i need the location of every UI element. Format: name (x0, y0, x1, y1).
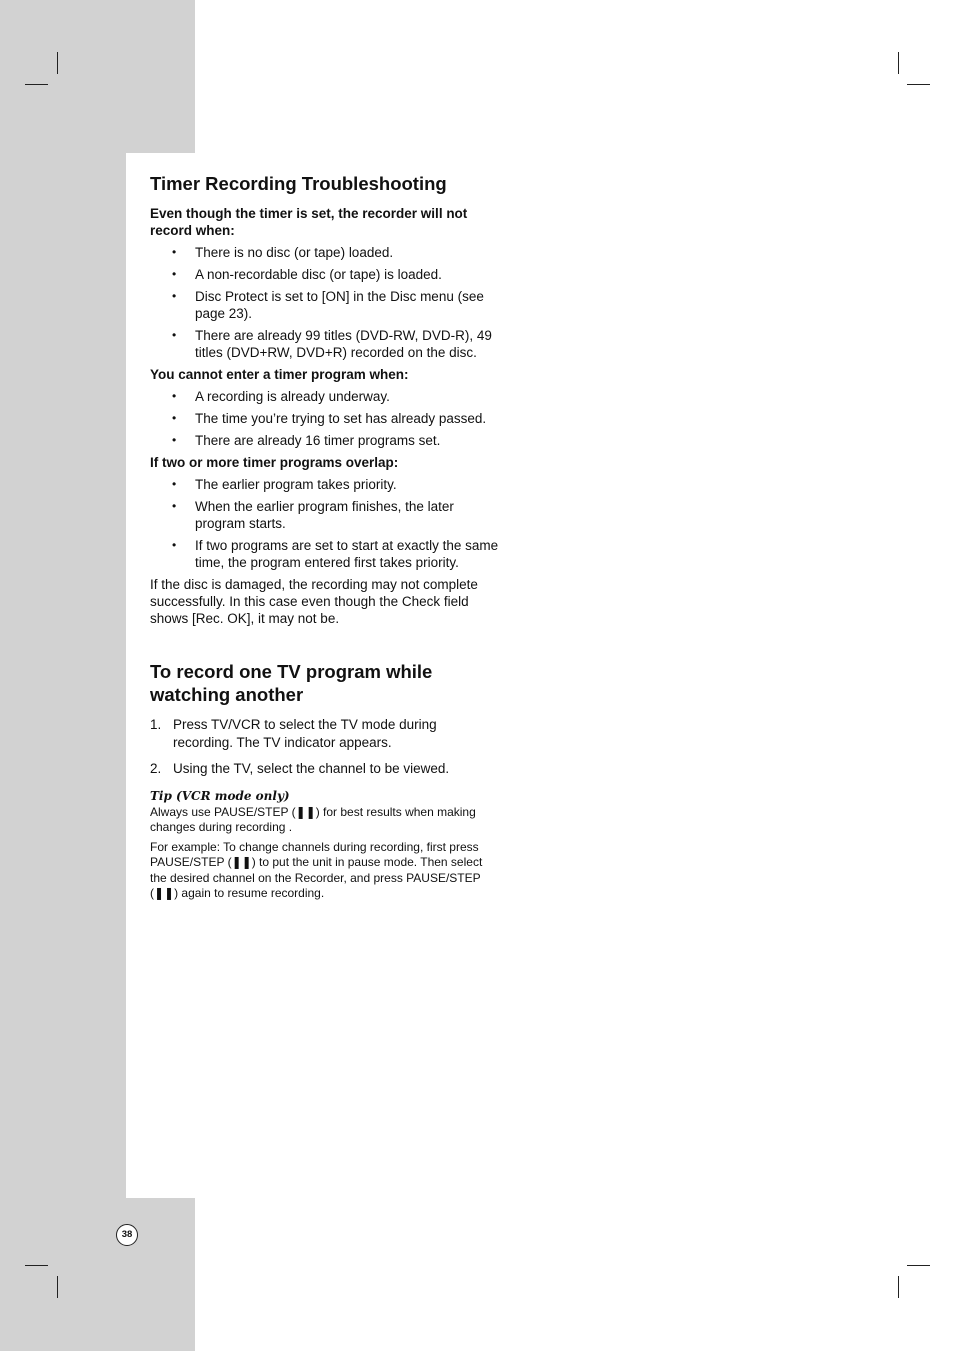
section-title: Timer Recording Troubleshooting (150, 173, 447, 194)
crop-mark (57, 52, 58, 74)
gray-margin-top (0, 0, 195, 153)
page-number: 38 (116, 1224, 138, 1246)
crop-mark (25, 84, 48, 85)
list-item: • There are already 16 timer programs set. (172, 433, 441, 448)
list-item: • There are already 99 titles (DVD-RW, DVD-R), 49 titles (DVD+RW, DVD+R) recorded on the disc. (172, 328, 492, 360)
tip-title: Tip (VCR mode only) (150, 789, 290, 803)
page-content (150, 172, 500, 902)
subsection-heading: Even though the timer is set, the recorder will not record when: (150, 206, 468, 238)
numbered-steps (150, 716, 500, 778)
subsection-heading: If two or more timer programs overlap: (150, 455, 399, 470)
bullet-list (150, 476, 500, 571)
crop-mark (907, 1265, 930, 1266)
crop-mark (57, 1276, 58, 1298)
bullet-list (150, 388, 500, 449)
crop-mark (25, 1265, 48, 1266)
damaged-disc-note: If the disc is damaged, the recording may not complete successfully. In this case even though the Check field shows [Rec. OK], it may not be. (150, 577, 478, 626)
list-item: • A recording is already underway. (172, 389, 390, 404)
list-item: • The time you’re trying to set has already passed. (172, 411, 487, 426)
list-item: • If two programs are set to start at exactly the same time, the program entered first takes priority. (172, 538, 499, 570)
gray-margin-bottom (0, 1198, 195, 1351)
section-title: To record one TV program while watching another (150, 661, 433, 705)
crop-mark (898, 52, 899, 74)
tip-box (150, 789, 500, 902)
bullet-list (150, 244, 500, 361)
subsection-heading: You cannot enter a timer program when: (150, 367, 409, 382)
list-item: • A non-recordable disc (or tape) is loaded. (172, 267, 442, 282)
step-item: 1. Press TV/VCR to select the TV mode during recording. The TV indicator appears. (150, 717, 437, 750)
list-item: • The earlier program takes priority. (172, 477, 397, 492)
list-item: • When the earlier program finishes, the later program starts. (172, 499, 454, 531)
crop-mark (907, 84, 930, 85)
tip-paragraph: Always use PAUSE/STEP (❚❚) for best results when making changes during recording . (150, 804, 476, 834)
step-item: 2. Using the TV, select the channel to be viewed. (150, 761, 450, 776)
list-item: • There is no disc (or tape) loaded. (172, 245, 394, 260)
tip-paragraph: For example: To change channels during recording, first press PAUSE/STEP (❚❚) to put the unit in pause mode. Then select the desired channel on the Recorder, and press PAUSE/STEP (❚❚) again to resume recording. (150, 839, 483, 900)
crop-mark (898, 1276, 899, 1298)
list-item: • Disc Protect is set to [ON] in the Disc menu (see page 23). (172, 289, 484, 321)
gray-margin-left (0, 153, 126, 1198)
